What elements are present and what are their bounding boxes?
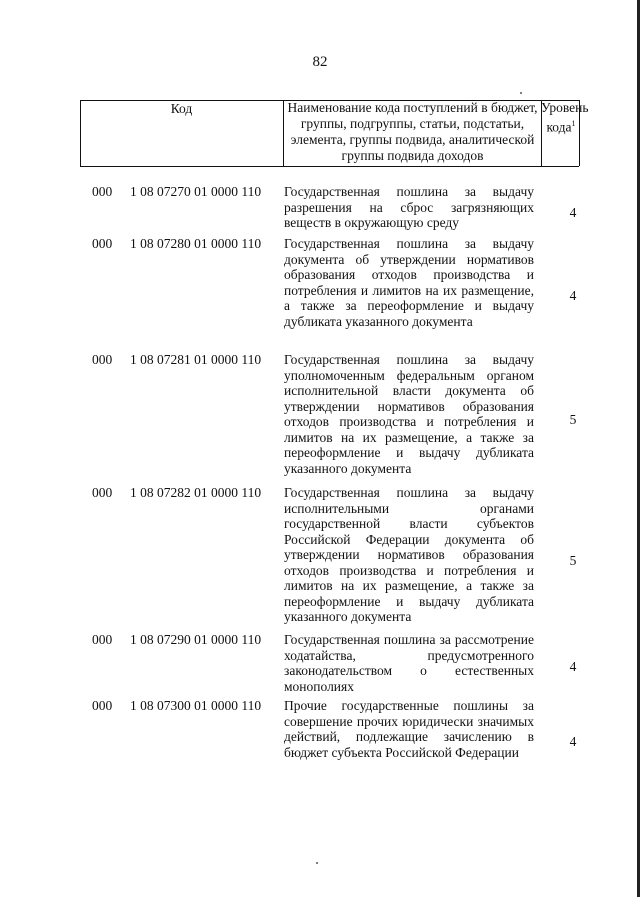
page-number: 82 [312,54,328,70]
admin-code: 000 [92,485,113,500]
admin-code: 000 [92,352,113,367]
code-level: 4 [569,205,577,220]
header-level-footnote: 1 [571,119,576,128]
admin-code: 000 [92,632,113,647]
revenue-code: 1 08 07280 01 0000 110 [130,236,262,251]
header-name: Наименование кода поступлений в бюджет, группы, подгруппы, статьи, подстатьи, элемента, группы подвида, аналитической группы подвида доходов [287,100,538,163]
revenue-code: 1 08 07281 01 0000 110 [130,352,262,367]
revenue-name: Государственная пошлина за выдачу разрешения на сброс загрязняющих веществ в окружающую среду [284,184,534,230]
revenue-code: 1 08 07282 01 0000 110 [130,485,262,500]
revenue-code: 1 08 07300 01 0000 110 [130,698,262,713]
revenue-name: Прочие государственные пошлины за совершение прочих юридически значимых действий, подлежащие зачислению в бюджет субъекта Российской Федерации [284,698,534,760]
code-level: 4 [569,734,577,749]
scan-speck [316,862,318,864]
header-level-label: Уровень кода [541,100,589,135]
header-divider-1 [283,100,284,166]
code-level: 5 [569,553,577,568]
revenue-name: Государственная пошлина за выдачу уполномоченным федеральным органом исполнительной власти документа об утверждении нормативов образования отходов производства и потребления и лимитов на их размещение, а также за переоформление и выдачу дубликата указанного документа [284,352,534,476]
revenue-name: Государственная пошлина за выдачу исполнительными органами государственной власти субъектов Российской Федерации документа об утверждении нормативов образования отходов производства и потребления и лимитов на их размещение, а также за переоформление и выдачу дубликата указанного документа [284,485,534,624]
code-level: 4 [569,659,577,674]
scan-speck [520,92,522,94]
admin-code: 000 [92,184,113,199]
revenue-code: 1 08 07270 01 0000 110 [130,184,262,199]
code-level: 5 [569,412,577,427]
revenue-name: Государственная пошлина за выдачу документа об утверждении нормативов образования отходов производства и потребления и лимитов на их размещение, а также за переоформление и выдачу дубликата указанного документа [284,236,534,329]
header-code: Код [170,101,193,116]
revenue-name: Государственная пошлина за рассмотрение ходатайства, предусмотренного законодательством о естественных монополиях [284,632,534,694]
revenue-code: 1 08 07290 01 0000 110 [130,632,262,647]
header-level [541,100,589,166]
admin-code: 000 [92,236,113,251]
admin-code: 000 [92,698,113,713]
code-level: 4 [569,288,577,303]
